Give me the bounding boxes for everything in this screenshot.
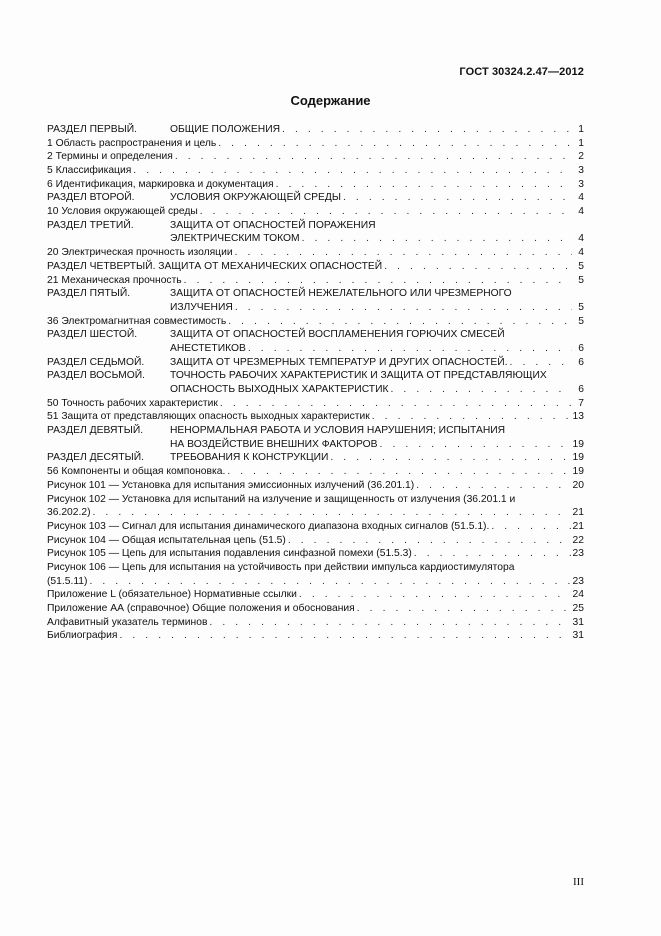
toc-leader-dots — [372, 410, 571, 424]
toc-entry-title: 36.202.2) — [47, 507, 91, 519]
toc-entry[interactable] — [47, 369, 584, 383]
toc-leader-dots — [228, 315, 572, 329]
toc-entry[interactable] — [47, 506, 584, 520]
toc-section-label: РАЗДЕЛ СЕДЬМОЙ. — [47, 356, 145, 368]
toc-entry[interactable] — [47, 493, 584, 507]
toc-leader-dots — [184, 274, 572, 288]
toc-entry[interactable] — [47, 452, 584, 466]
toc-entry-title: 5 Классификация — [47, 165, 132, 177]
toc-entry-title: Рисунок 104 — Общая испытательная цепь (51.5) — [47, 534, 286, 546]
toc-entry[interactable] — [47, 150, 584, 164]
toc-section-label: РАЗДЕЛ ВТОРОЙ. — [47, 192, 135, 204]
toc-entry[interactable] — [47, 575, 584, 589]
toc-entry[interactable] — [47, 534, 584, 548]
toc-leader-dots — [330, 451, 570, 465]
toc-entry-title: ОБЩИЕ ПОЛОЖЕНИЯ — [170, 123, 281, 135]
toc-page-number: 4 — [578, 206, 584, 218]
toc-entry-title: Рисунок 105 — Цепь для испытания подавления синфазной помехи (51.5.3) — [47, 548, 412, 560]
toc-entry[interactable] — [47, 424, 584, 438]
toc-entry[interactable] — [47, 616, 584, 630]
toc-entry[interactable] — [47, 602, 584, 616]
toc-leader-dots — [119, 629, 570, 643]
toc-leader-dots — [491, 520, 570, 534]
toc-page-number: 19 — [572, 466, 584, 478]
toc-page-number: 6 — [578, 356, 584, 368]
toc-entry-title: НЕНОРМАЛЬНАЯ РАБОТА И УСЛОВИЯ НАРУШЕНИЯ; ИСПЫТАНИЯ — [170, 425, 506, 437]
toc-entry-title: 50 Точность рабочих характеристик — [47, 397, 218, 409]
toc-page-number: 23 — [572, 548, 584, 560]
toc-entry-title: ЗАЩИТА ОТ ЧРЕЗМЕРНЫХ ТЕМПЕРАТУР И ДРУГИХ ОПАСНОСТЕЙ. — [170, 356, 508, 368]
toc-leader-dots — [93, 506, 571, 520]
toc-leader-dots — [200, 205, 572, 219]
toc-page-number: 31 — [572, 616, 584, 628]
standard-number: ГОСТ 30324.2.47—2012 — [459, 66, 584, 78]
toc-entry-title: Библиография — [47, 630, 118, 642]
toc-entry[interactable] — [47, 397, 584, 411]
toc-entry[interactable] — [47, 465, 584, 479]
toc-entry-title: ИЗЛУЧЕНИЯ — [170, 301, 233, 313]
toc-page-number: 23 — [572, 575, 584, 587]
toc-section-label: РАЗДЕЛ ДЕВЯТЫЙ. — [47, 425, 144, 437]
toc-entry-title: (51.5.11) — [47, 575, 88, 587]
toc-leader-dots — [390, 383, 572, 397]
toc-entry[interactable] — [47, 260, 584, 274]
toc-page-number: 3 — [578, 178, 584, 190]
toc-page-number: 4 — [578, 233, 584, 245]
toc-leader-dots — [89, 575, 570, 589]
toc-section-label: РАЗДЕЛ ПЯТЫЙ. — [47, 288, 131, 300]
toc-section-label: РАЗДЕЛ ШЕСТОЙ. — [47, 329, 138, 341]
toc-leader-dots — [282, 123, 572, 137]
toc-entry-title: Алфавитный указатель терминов — [47, 616, 208, 628]
toc-entry[interactable] — [47, 383, 584, 397]
toc-leader-dots — [414, 547, 571, 561]
toc-leader-dots — [416, 479, 570, 493]
toc-leader-dots — [510, 356, 572, 370]
page-title: Содержание — [290, 93, 371, 108]
toc-entry[interactable] — [47, 479, 584, 493]
toc-entry[interactable] — [47, 191, 584, 205]
toc-entry[interactable] — [47, 233, 584, 247]
toc-entry[interactable] — [47, 164, 584, 178]
toc-entry-title: 1 Область распространения и цель — [47, 137, 217, 149]
toc-page-number: 4 — [578, 247, 584, 259]
toc-entry-title: РАЗДЕЛ ЧЕТВЕРТЫЙ. ЗАЩИТА ОТ МЕХАНИЧЕСКИХ ОПАСНОСТЕЙ — [47, 260, 383, 272]
toc-leader-dots — [218, 137, 572, 151]
toc-entry-title: Приложение L (обязательное) Нормативные ссылки — [47, 589, 297, 601]
toc-entry-title: ТРЕБОВАНИЯ К КОНСТРУКЦИИ — [170, 452, 329, 464]
table-of-contents — [47, 123, 584, 643]
toc-page-number: 3 — [578, 165, 584, 177]
toc-page-number: 5 — [578, 315, 584, 327]
toc-leader-dots — [235, 246, 572, 260]
toc-leader-dots — [343, 191, 572, 205]
page-number: III — [573, 876, 584, 888]
toc-page-number: 5 — [578, 301, 584, 313]
toc-section-label: РАЗДЕЛ ПЕРВЫЙ. — [47, 123, 137, 135]
toc-entry[interactable] — [47, 356, 584, 370]
toc-page-number: 19 — [572, 452, 584, 464]
toc-page-number: 22 — [572, 534, 584, 546]
toc-leader-dots — [288, 534, 571, 548]
toc-entry-title: 21 Механическая прочность — [47, 274, 182, 286]
toc-page-number: 5 — [578, 274, 584, 286]
toc-page-number: 25 — [572, 603, 584, 615]
toc-leader-dots — [209, 616, 570, 630]
toc-leader-dots — [235, 301, 572, 315]
toc-entry-title: 56 Компоненты и общая компоновка. — [47, 466, 226, 478]
toc-entry[interactable] — [47, 561, 584, 575]
toc-entry[interactable] — [47, 287, 584, 301]
toc-section-label: РАЗДЕЛ ВОСЬМОЙ. — [47, 370, 145, 382]
toc-page-number: 5 — [578, 260, 584, 272]
toc-leader-dots — [276, 178, 572, 192]
toc-entry[interactable] — [47, 342, 584, 356]
toc-entry[interactable] — [47, 438, 584, 452]
toc-page-number: 31 — [572, 630, 584, 642]
toc-entry[interactable] — [47, 547, 584, 561]
toc-entry-title: ОПАСНОСТЬ ВЫХОДНЫХ ХАРАКТЕРИСТИК — [170, 384, 389, 396]
toc-entry[interactable] — [47, 520, 584, 534]
toc-entry[interactable] — [47, 178, 584, 192]
toc-leader-dots — [133, 164, 572, 178]
toc-entry-title: Рисунок 101 — Установка для испытания эмиссионных излучений (36.201.1) — [47, 479, 415, 491]
toc-entry[interactable] — [47, 301, 584, 315]
toc-leader-dots — [299, 588, 571, 602]
toc-entry-title: УСЛОВИЯ ОКРУЖАЮЩЕЙ СРЕДЫ — [170, 192, 341, 204]
toc-entry-title: ЭЛЕКТРИЧЕСКИМ ТОКОМ — [170, 233, 300, 245]
toc-leader-dots — [357, 602, 571, 616]
toc-entry[interactable] — [47, 246, 584, 260]
toc-leader-dots — [220, 397, 572, 411]
toc-entry-title: ЗАЩИТА ОТ ОПАСНОСТЕЙ ВОСПЛАМЕНЕНИЯ ГОРЮЧИХ СМЕСЕЙ — [170, 329, 505, 341]
toc-leader-dots — [380, 438, 571, 452]
toc-entry[interactable] — [47, 274, 584, 288]
toc-leader-dots — [384, 260, 572, 274]
toc-page-number: 1 — [578, 123, 584, 135]
toc-page-number: 7 — [578, 397, 584, 409]
toc-entry-title: Рисунок 106 — Цепь для испытания на устойчивость при действии импульса кардиостимулятора — [47, 561, 515, 573]
toc-entry-title: 36 Электромагнитная совместимость — [47, 315, 227, 327]
toc-page-number: 6 — [578, 384, 584, 396]
toc-entry[interactable] — [47, 123, 584, 137]
toc-entry-title: 2 Термины и определения — [47, 151, 173, 163]
toc-page-number: 19 — [572, 438, 584, 450]
toc-section-label: РАЗДЕЛ ДЕСЯТЫЙ. — [47, 452, 144, 464]
toc-page-number: 4 — [578, 192, 584, 204]
toc-entry-title: 6 Идентификация, маркировка и документация — [47, 178, 274, 190]
toc-entry-title: НА ВОЗДЕЙСТВИЕ ВНЕШНИХ ФАКТОРОВ — [170, 438, 378, 450]
toc-entry-title: ЗАЩИТА ОТ ОПАСНОСТЕЙ ПОРАЖЕНИЯ — [170, 219, 376, 231]
toc-entry[interactable] — [47, 315, 584, 329]
toc-entry-title: 51 Защита от представляющих опасность выходных характеристик — [47, 411, 370, 423]
toc-page-number: 24 — [572, 589, 584, 601]
toc-page-number: 1 — [578, 137, 584, 149]
toc-entry-title: Рисунок 103 — Сигнал для испытания динамического диапазона входных сигналов (51.5.1). — [47, 520, 490, 532]
toc-entry-title: Рисунок 102 — Установка для испытаний на излучение и защищенность от излучения (36.201.1 и — [47, 493, 516, 505]
toc-entry[interactable] — [47, 205, 584, 219]
toc-leader-dots — [227, 465, 570, 479]
toc-entry-title: ТОЧНОСТЬ РАБОЧИХ ХАРАКТЕРИСТИК И ЗАЩИТА ОТ ПРЕДСТАВЛЯЮЩИХ — [170, 370, 547, 382]
toc-entry-title: Приложение АА (справочное) Общие положения и обоснования — [47, 603, 355, 615]
toc-entry[interactable] — [47, 588, 584, 602]
toc-leader-dots — [175, 150, 572, 164]
toc-page-number: 21 — [572, 507, 584, 519]
toc-entry-title: 10 Условия окружающей среды — [47, 206, 198, 218]
toc-page-number: 13 — [572, 411, 584, 423]
toc-section-label: РАЗДЕЛ ТРЕТИЙ. — [47, 219, 134, 231]
toc-entry-title: 20 Электрическая прочность изоляции — [47, 247, 233, 259]
toc-page-number: 20 — [572, 479, 584, 491]
toc-entry[interactable] — [47, 410, 584, 424]
toc-entry[interactable] — [47, 629, 584, 643]
toc-entry[interactable] — [47, 328, 584, 342]
toc-page-number: 21 — [572, 520, 584, 532]
toc-entry[interactable] — [47, 137, 584, 151]
toc-page-number: 6 — [578, 342, 584, 354]
toc-entry-title: АНЕСТЕТИКОВ — [170, 342, 246, 354]
toc-entry[interactable] — [47, 219, 584, 233]
toc-leader-dots — [302, 232, 572, 246]
toc-entry-title: ЗАЩИТА ОТ ОПАСНОСТЕЙ НЕЖЕЛАТЕЛЬНОГО ИЛИ ЧРЕЗМЕРНОГО — [170, 288, 512, 300]
toc-page-number: 2 — [578, 151, 584, 163]
toc-leader-dots — [248, 342, 572, 356]
